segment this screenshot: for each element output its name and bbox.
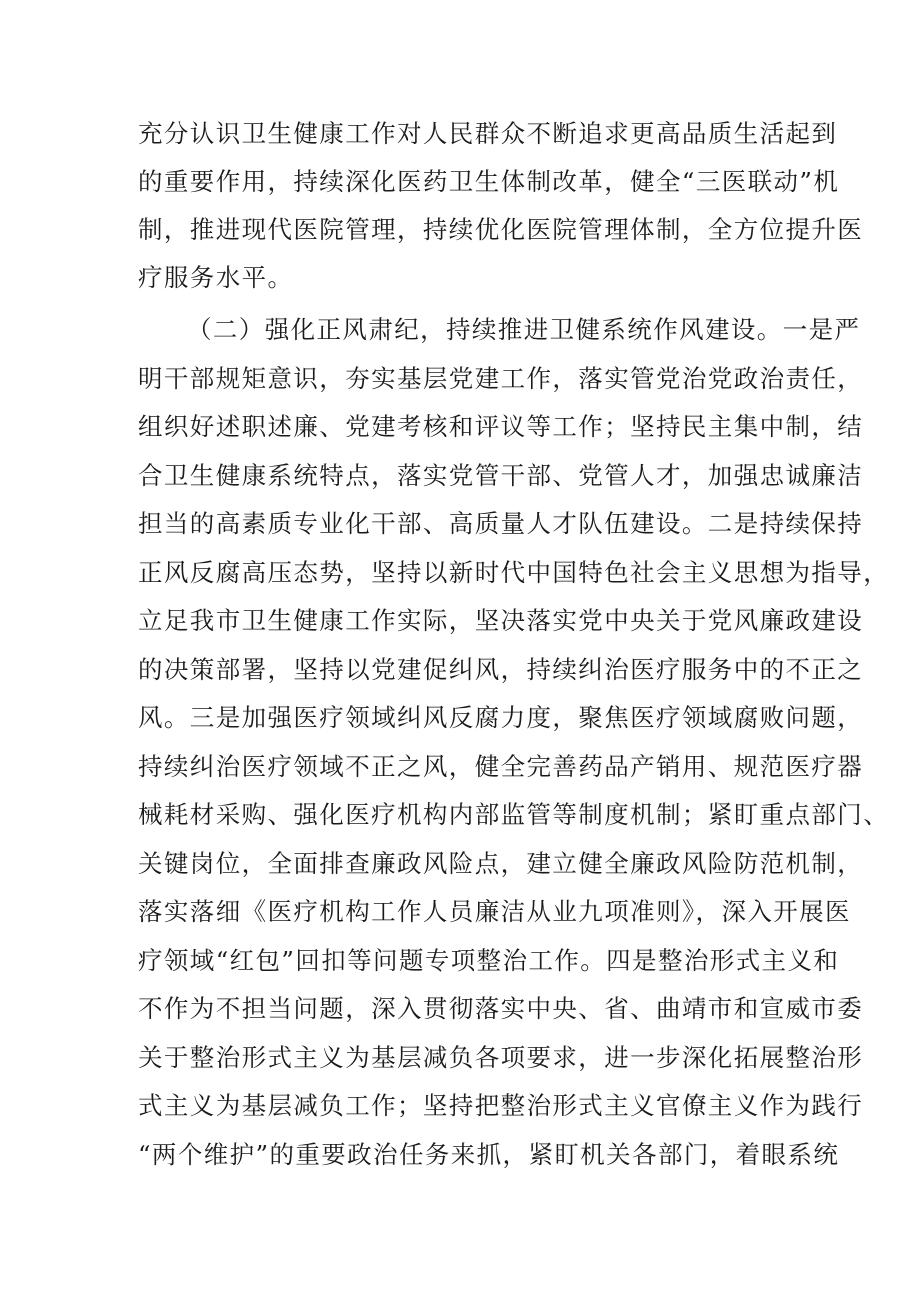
text-line: 正风反腐高压态势，坚持以新时代中国特色社会主义思想为指导， <box>138 558 890 587</box>
text-line: 合卫生健康系统特点，落实党管干部、党管人才，加强忠诚廉洁 <box>138 461 864 490</box>
text-line: 的决策部署，坚持以党建促纠风，持续纠治医疗服务中的不正之 <box>138 655 864 684</box>
text-line: 充分认识卫生健康工作对人民群众不断追求更高品质生活起到 <box>138 119 838 148</box>
text-line: 持续纠治医疗领域不正之风，健全完善药品产销用、规范医疗器 <box>138 752 864 781</box>
paragraph-heading-line: （二）强化正风肃纪，持续推进卫健系统作风建设。一是严 <box>187 315 861 344</box>
text-line: 械耗材采购、强化医疗机构内部监管等制度机制；紧盯重点部门、 <box>138 800 890 829</box>
text-line: “两个维护”的重要政治任务来抓，紧盯机关各部门，着眼系统 <box>138 1140 840 1169</box>
text-line: 担当的高素质专业化干部、高质量人才队伍建设。二是持续保持 <box>138 509 864 538</box>
text-line: 式主义为基层减负工作；坚持把整治形式主义官僚主义作为践行 <box>138 1091 864 1120</box>
text-line: 关键岗位，全面排查廉政风险点，建立健全廉政风险防范机制， <box>138 849 864 878</box>
text-line: 疗服务水平。 <box>138 263 294 292</box>
text-line: 制，推进现代医院管理，持续优化医院管理体制，全方位提升医 <box>138 215 864 244</box>
text-line: 不作为不担当问题，深入贯彻落实中央、省、曲靖市和宣威市委 <box>138 994 864 1023</box>
text-line: 明干部规矩意识，夯实基层党建工作，落实管党治党政治责任， <box>138 364 864 393</box>
text-line: 风。三是加强医疗领域纠风反腐力度，聚焦医疗领域腐败问题， <box>138 703 864 732</box>
text-line: 关于整治形式主义为基层减负各项要求，进一步深化拓展整治形 <box>138 1043 864 1072</box>
text-line: 组织好述职述廉、党建考核和评议等工作；坚持民主集中制，结 <box>138 412 864 441</box>
text-line: 立足我市卫生健康工作实际，坚决落实党中央关于党风廉政建设 <box>138 606 864 635</box>
text-line: 落实落细《医疗机构工作人员廉洁从业九项准则》，深入开展医 <box>138 897 851 926</box>
text-line: 疗领域“红包”回扣等问题专项整治工作。四是整治形式主义和 <box>138 946 840 975</box>
text-line: 的重要作用，持续深化医药卫生体制改革，健全“三医联动”机 <box>138 167 840 196</box>
